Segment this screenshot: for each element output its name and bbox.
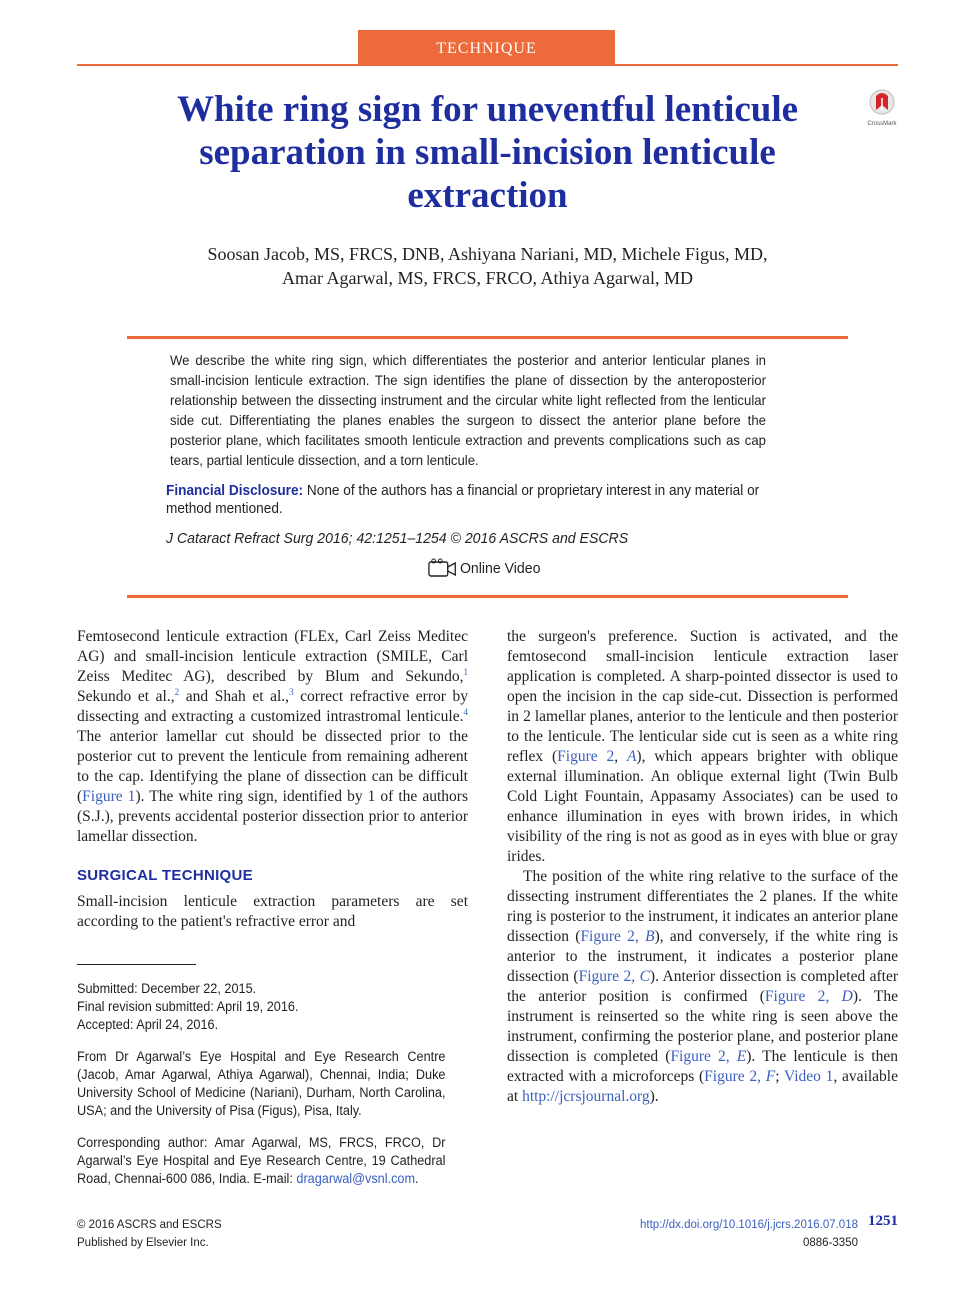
article-title: White ring sign for uneventful lenticule separation in small-incision lenticule extraction — [176, 89, 799, 216]
intro-paragraph: Femtosecond lenticule extraction (FLEx, Carl Zeiss Meditec AG) and small-incision lenticule extraction (SMILE, Carl Zeiss Meditec AG), described by Blum and Sekundo,$^1$ Sekundo et al.,$^2$ and Shah et al.,$^3$ correct refractive error by dissecting and extracting a customized intrastromal lenticule.$^4$ The anterior lamellar cut should be dissected prior to the posterior cut to prevent the lenticule from remaining adherent to the cap. Identifying the plane of dissection can be difficult (Figure 1). The white ring sign, identified by 1 of the authors (S.J.), prevents accidental posterior dissection prior to anterior lamellar dissection. — [77, 628, 469, 845]
authors-line-1: Soosan Jacob, MS, FRCS, DNB, Ashiyana Nariani, MD, Michele Figus, MD, — [207, 244, 768, 264]
financial-disclosure — [166, 482, 786, 518]
figure-2-panel[interactable]: F — [765, 1068, 776, 1085]
technique-paragraph-2: the surgeon's preference. Suction is activated, and the femtosecond small-incision lenticule extraction laser application is completed. A sharp-pointed dissector is used to open the incision in the cap side-cut. Dissection is performed in 2 lamellar planes, anterior to the lenticule and then posterior to the lenticule. The lenticular side cut is seen as a white ring reflex (Figure 2, A), which appears brighter with oblique external illumination. An oblique external light (Twin Bulb Cold Light Fountain, Appasamy Associates) can be used to enhance illumination in eyes with brown irides, in which visibility of the ring is not as good as in eyes with blue or gray irides. — [507, 628, 898, 865]
svg-text:CrossMark: CrossMark — [867, 121, 897, 127]
body-column-right — [507, 627, 898, 1107]
abstract-top-rule — [127, 336, 848, 339]
figure-2-panel[interactable]: B — [645, 928, 655, 945]
online-video-label: Online Video — [459, 559, 541, 577]
affiliation-note: From Dr Agarwal’s Eye Hospital and Eye Research Centre (Jacob, Amar Agarwal, Athiya Agarwal), Chennai, India; Duke University School of Medicine (Nariani), Durham, North Carolina, USA; and the University of Pisa (Figus), Pisa, Italy. — [77, 1049, 446, 1118]
figure-2-link[interactable]: Figure 2 — [578, 968, 632, 985]
body-column-left — [77, 627, 468, 932]
ref-1[interactable]: 1 — [463, 666, 468, 677]
video-camera-icon — [428, 558, 456, 578]
authors-line-2: Amar Agarwal, MS, FRCS, FRCO, Athiya Agarwal, MD — [281, 268, 693, 288]
submitted-date: Submitted: December 22, 2015. — [77, 981, 257, 996]
section-heading: SURGICAL TECHNIQUE — [77, 867, 253, 884]
corresponding-author: Corresponding author: Amar Agarwal, MS, FRCS, FRCO, Dr Agarwal’s Eye Hospital and Eye Research Centre, 19 Cathedral Road, Chennai-600 086, India. E-mail: dragarwal@vsnl.com. — [77, 1135, 446, 1186]
footer-publisher: Published by Elsevier Inc. — [77, 1237, 209, 1249]
footer-right — [640, 1216, 858, 1252]
journal-citation: J Cataract Refract Surg 2016; 42:1251–1254 © 2016 ASCRS and ESCRS — [166, 530, 629, 547]
ref-4[interactable]: 4 — [463, 706, 468, 717]
abstract-text: We describe the white ring sign, which differentiates the posterior and anterior lenticular planes in small-incision lenticule extraction. The sign identifies the plane of dissection by the anteroposterior relationship between the dissecting instrument and the circular white light reflected from the lenticular side cut. Differentiating the planes enables the surgeon to dissect the anterior plane before the posterior plane, which facilitates smooth lenticule extraction and prevents complications such as cap tears, partial lenticule dissection, and a torn lenticule. — [170, 352, 766, 468]
figure-2-link[interactable]: Figure 2 — [704, 1068, 758, 1085]
figure-2-link[interactable]: Figure 2 — [557, 748, 615, 765]
submission-dates — [77, 980, 445, 1034]
footer-left — [77, 1216, 222, 1252]
technique-paragraph-1: Small-incision lenticule extraction parameters are set according to the patient's refractive error and — [77, 893, 468, 930]
header-divider — [77, 64, 898, 66]
financial-disclosure-text: None of the authors has a financial or proprietary interest in any material or method mentioned. — [166, 483, 760, 517]
abstract-bottom-rule — [127, 595, 848, 598]
revision-date: Final revision submitted: April 19, 2016. — [77, 999, 299, 1014]
figure-2-panel[interactable]: A — [626, 748, 637, 765]
journal-url-link[interactable]: http://jcrsjournal.org — [522, 1088, 650, 1105]
figure-2-panel[interactable]: C — [639, 968, 650, 985]
crossmark-icon — [862, 88, 902, 128]
financial-disclosure-label: Financial Disclosure: — [166, 483, 304, 499]
email-link[interactable]: dragarwal@vsnl.com — [296, 1171, 416, 1186]
author-list — [130, 242, 845, 290]
figure-1-link[interactable]: Figure 1 — [82, 788, 136, 805]
issn: 0886-3350 — [803, 1237, 858, 1249]
figure-2-panel[interactable]: E — [736, 1048, 747, 1065]
section-tag: TECHNIQUE — [358, 30, 615, 65]
footnote-rule — [77, 964, 196, 965]
ref-2[interactable]: 2 — [174, 686, 180, 697]
doi-link[interactable]: http://dx.doi.org/10.1016/j.jcrs.2016.07.018 — [639, 1219, 858, 1231]
crossmark-logo[interactable] — [862, 88, 902, 128]
ref-3[interactable]: 3 — [289, 686, 294, 697]
video-1-link[interactable]: Video 1 — [783, 1068, 834, 1085]
online-video-link[interactable] — [428, 558, 540, 578]
figure-2-panel[interactable]: D — [841, 988, 853, 1005]
figure-2-link[interactable]: Figure 2 — [764, 988, 826, 1005]
technique-paragraph-3: The position of the white ring relative to the surface of the dissecting instrument differentiates the 2 planes. If the white ring is posterior to the instrument, it indicates an anterior plane dissection (Figure 2, B), and conversely, if the white ring is anterior to the instrument, it indicates a posterior plane dissection (Figure 2, C). Anterior dissection is completed after the anterior position is confirmed (Figure 2, D). The instrument is reinserted so the white ring is seen above the instrument, confirming the posterior plane, and posterior plane dissection is completed (Figure 2, E). The lenticule is then extracted with a microforceps (Figure 2, F; Video 1, available at http://jcrsjournal.org). — [507, 868, 899, 1105]
accepted-date: Accepted: April 24, 2016. — [77, 1017, 219, 1032]
page-number: 1251 — [868, 1213, 898, 1229]
figure-2-link[interactable]: Figure 2 — [670, 1048, 726, 1065]
footer-copyright: © 2016 ASCRS and ESCRS — [77, 1219, 222, 1231]
figure-2-link[interactable]: Figure 2 — [580, 928, 635, 945]
